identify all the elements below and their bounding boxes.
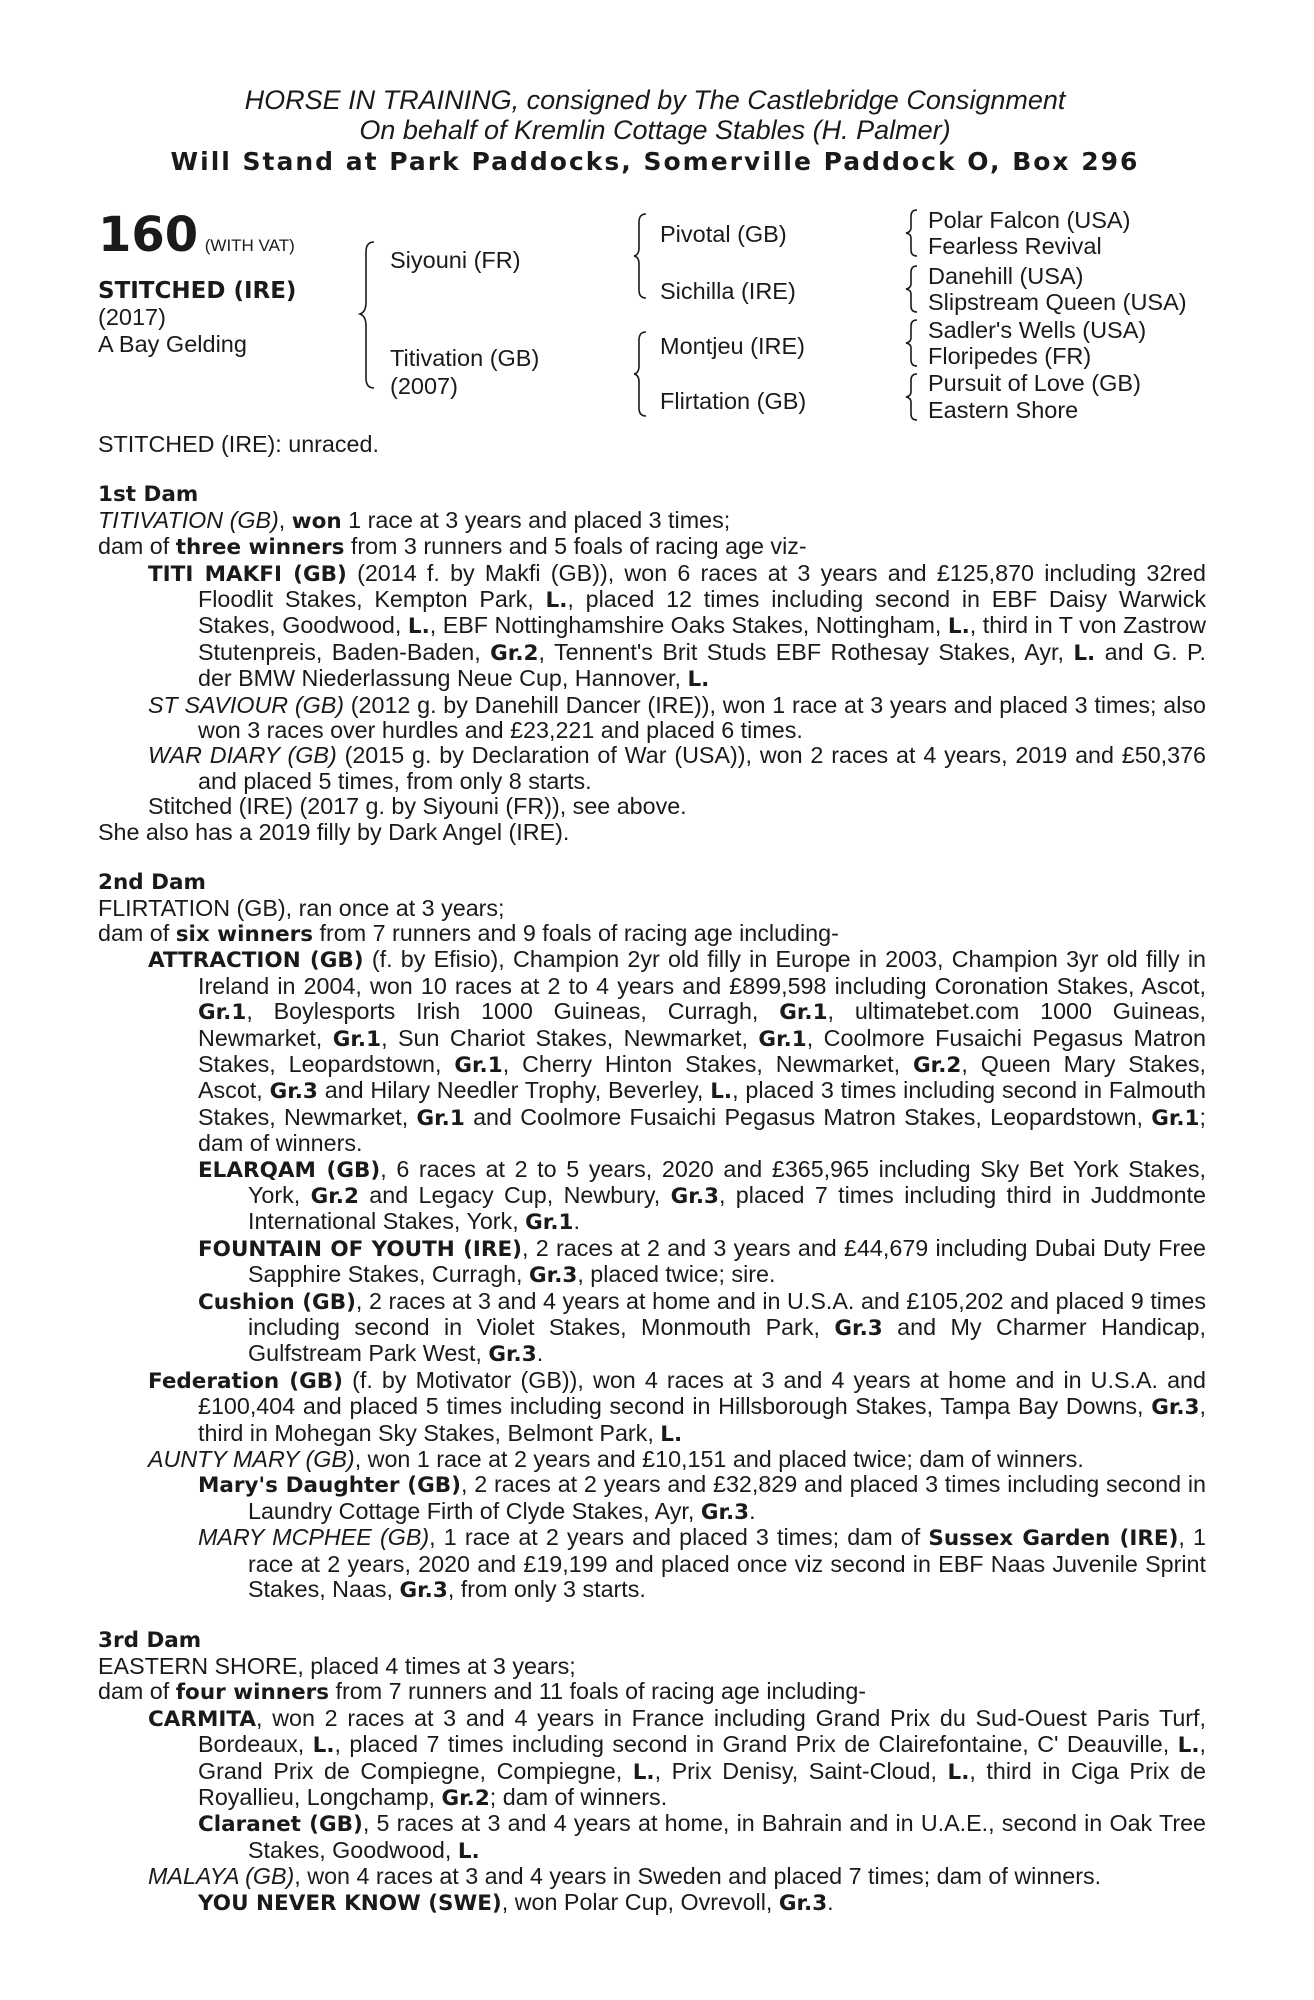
first-dam-heading: 1st Dam <box>98 482 199 508</box>
parents-bracket <box>360 240 380 390</box>
great-granddam-2: Slipstream Queen (USA) <box>928 289 1187 315</box>
produce-claranet: Claranet (GB), 5 races at 3 and 4 years at home, in Bahrain and in U.A.E., second in Oak Tree Stakes, Goodwood, L. <box>198 1810 1207 1864</box>
dam-name: Titivation (GB) <box>390 345 540 371</box>
second-dam-line: FLIRTATION (GB), ran once at 3 years; <box>98 894 505 921</box>
produce-titi-makfi: TITI MAKFI (GB) (2014 f. by Makfi (GB)), won 6 races at 3 years and £125,870 including 32red Floodlit Stakes, Kempton Park, L., placed 12 times including second in EBF Daisy Warwick Stakes, Goodwood, L., EBF Nottinghamshire Oaks Stakes, Nottingham, L., third in T von Zastrow Stutenpreis, Baden-Baden, Gr.2, Tennent's Brit Studs EBF Rothesay Stakes, Ayr, L. and G. P. der BMW Niederlassung Neue Cup, Hannover, L. <box>148 559 1207 693</box>
dam-parents-bracket <box>634 330 650 418</box>
consignment-line: HORSE IN TRAINING, consigned by The Castlebridge Consignment <box>244 85 1066 115</box>
produce-federation: Federation (GB) (f. by Motivator (GB)), won 4 races at 3 and 4 years at home and in U.S.A. and £100,404 and placed 5 times including second in Hillsborough Stakes, Tampa Bay Downs, Gr.3, third in Mohegan Sky Stakes, Belmont Park, L. <box>148 1366 1206 1447</box>
sire-dam: Sichilla (IRE) <box>660 278 796 304</box>
produce-st-saviour: ST SAVIOUR (GB) (2012 g. by Danehill Dancer (IRE)), won 1 race at 3 years and placed 3 times; also won 3 races over hurdles and £23,221 and placed 6 times. <box>148 691 1207 744</box>
produce-fountain-of-youth: FOUNTAIN OF YOUTH (IRE), 2 races at 2 and 3 years and £44,679 including Dubai Duty Free Sapphire Stakes, Curragh, Gr.3, placed twice; sire. <box>198 1234 1206 1289</box>
great-granddam-3: Floripedes (FR) <box>928 343 1092 369</box>
produce-mary-mcphee: MARY MCPHEE (GB), 1 race at 2 years and placed 3 times; dam of Sussex Garden (IRE), 1 race at 2 years, 2020 and £19,199 and placed once viz second in EBF Naas Juvenile Sprint Stakes, Naas, Gr.3, from only 3 starts. <box>198 1524 1206 1604</box>
third-dam-produce: dam of four winners from 7 runners and 11 foals of racing age including- <box>98 1678 867 1706</box>
dam-dam: Flirtation (GB) <box>660 388 807 414</box>
g4-bracket <box>906 372 920 422</box>
dam-year: (2007) <box>390 373 458 399</box>
vat-note: (WITH VAT) <box>204 236 295 255</box>
great-granddam-1: Fearless Revival <box>928 233 1102 259</box>
race-summary: STITCHED (IRE): unraced. <box>98 431 379 457</box>
produce-elarqam: ELARQAM (GB), 6 races at 2 to 5 years, 2020 and £365,965 including Sky Bet York Stakes, York, Gr.2 and Legacy Cup, Newbury, Gr.3, placed 7 times including third in Juddmonte International Stakes, York, Gr.1. <box>198 1155 1206 1236</box>
lot-number: 160 <box>98 207 199 263</box>
dam-sire: Montjeu (IRE) <box>660 333 805 359</box>
produce-you-never-know: YOU NEVER KNOW (SWE), won Polar Cup, Ovrevoll, Gr.3. <box>198 1888 834 1916</box>
first-dam-line: TITIVATION (GB), won 1 race at 3 years and placed 3 times; <box>98 506 731 534</box>
produce-marys-daughter: Mary's Daughter (GB), 2 races at 2 years and £32,829 and placed 3 times including second in Laundry Cottage Firth of Clyde Stakes, Ayr, Gr.3. <box>198 1471 1206 1525</box>
horse-year: (2017) <box>98 304 166 330</box>
second-dam-heading: 2nd Dam <box>98 870 206 896</box>
great-grandsire-3: Sadler's Wells (USA) <box>928 317 1147 343</box>
third-dam-line: EASTERN SHORE, placed 4 times at 3 years; <box>98 1652 576 1679</box>
g3-bracket <box>906 318 920 368</box>
page-header <box>90 85 1220 177</box>
sire-parents-bracket <box>634 212 650 300</box>
lot-number-line <box>98 207 295 263</box>
great-grandsire-1: Polar Falcon (USA) <box>928 207 1131 233</box>
horse-description: A Bay Gelding <box>98 331 247 357</box>
produce-attraction: ATTRACTION (GB) (f. by Efisio), Champion 2yr old filly in Europe in 2003, Champion 3yr old filly in Ireland in 2004, won 10 races at 2 to 4 years and £899,598 including Coronation Stakes, Ascot, Gr.1, Boylesports Irish 1000 Guineas, Curragh, Gr.1, ultimatebet.com 1000 Guineas, Newmarket, Gr.1, Sun Chariot Stakes, Newmarket, Gr.1, Coolmore Fusaichi Pegasus Matron Stakes, Leopardstown, Gr.1, Cherry Hinton Stakes, Newmarket, Gr.2, Queen Mary Stakes, Ascot, Gr.3 and Hilary Needler Trophy, Beverley, L., placed 3 times including second in Falmouth Stakes, Newmarket, Gr.1 and Coolmore Fusaichi Pegasus Matron Stakes, Leopardstown, Gr.1; dam of winners. <box>148 946 1207 1157</box>
produce-malaya: MALAYA (GB), won 4 races at 3 and 4 years in Sweden and placed 7 times; dam of winners. <box>148 1863 1102 1890</box>
produce-cushion: Cushion (GB), 2 races at 3 and 4 years at home and in U.S.A. and £105,202 and placed 9 times including second in Violet Stakes, Monmouth Park, Gr.3 and My Charmer Handicap, Gulfstream Park West, Gr.3. <box>198 1287 1206 1368</box>
great-grandsire-4: Pursuit of Love (GB) <box>928 370 1141 396</box>
location-line: Will Stand at Park Paddocks, Somerville Paddock O, Box 296 <box>170 147 1140 176</box>
sire-name: Siyouni (FR) <box>390 247 521 273</box>
behalf-line: On behalf of Kremlin Cottage Stables (H. Palmer) <box>359 115 951 145</box>
second-dam-produce: dam of six winners from 7 runners and 9 foals of racing age including- <box>98 919 839 947</box>
first-dam-produce: dam of three winners from 3 runners and 5 foals of racing age viz- <box>98 533 807 561</box>
g1-bracket <box>906 208 920 258</box>
great-granddam-4: Eastern Shore <box>928 397 1079 423</box>
horse-name: STITCHED (IRE) <box>98 278 297 304</box>
sire-sire: Pivotal (GB) <box>660 221 787 247</box>
produce-aunty-mary: AUNTY MARY (GB), won 1 race at 2 years and £10,151 and placed twice; dam of winners. <box>148 1446 1084 1473</box>
great-grandsire-2: Danehill (USA) <box>928 263 1084 289</box>
first-dam-also: She also has a 2019 filly by Dark Angel (IRE). <box>98 818 570 845</box>
produce-carmita: CARMITA, won 2 races at 3 and 4 years in France including Grand Prix du Sud-Ouest Paris Turf, Bordeaux, L., placed 7 times including second in Grand Prix de Clairefontaine, C' Deauville, L., Grand Prix de Compiegne, Compiegne, L., Prix Denisy, Saint-Cloud, L., third in Ciga Prix de Royallieu, Longchamp, Gr.2; dam of winners. <box>148 1704 1206 1811</box>
g2-bracket <box>906 264 920 314</box>
third-dam-heading: 3rd Dam <box>98 1628 202 1654</box>
produce-stitched: Stitched (IRE) (2017 g. by Siyouni (FR)), see above. <box>148 793 687 820</box>
produce-war-diary: WAR DIARY (GB) (2015 g. by Declaration of War (USA)), won 2 races at 4 years, 2019 and £50,376 and placed 5 times, from only 8 starts. <box>148 742 1206 794</box>
catalogue-body <box>98 432 1206 1916</box>
